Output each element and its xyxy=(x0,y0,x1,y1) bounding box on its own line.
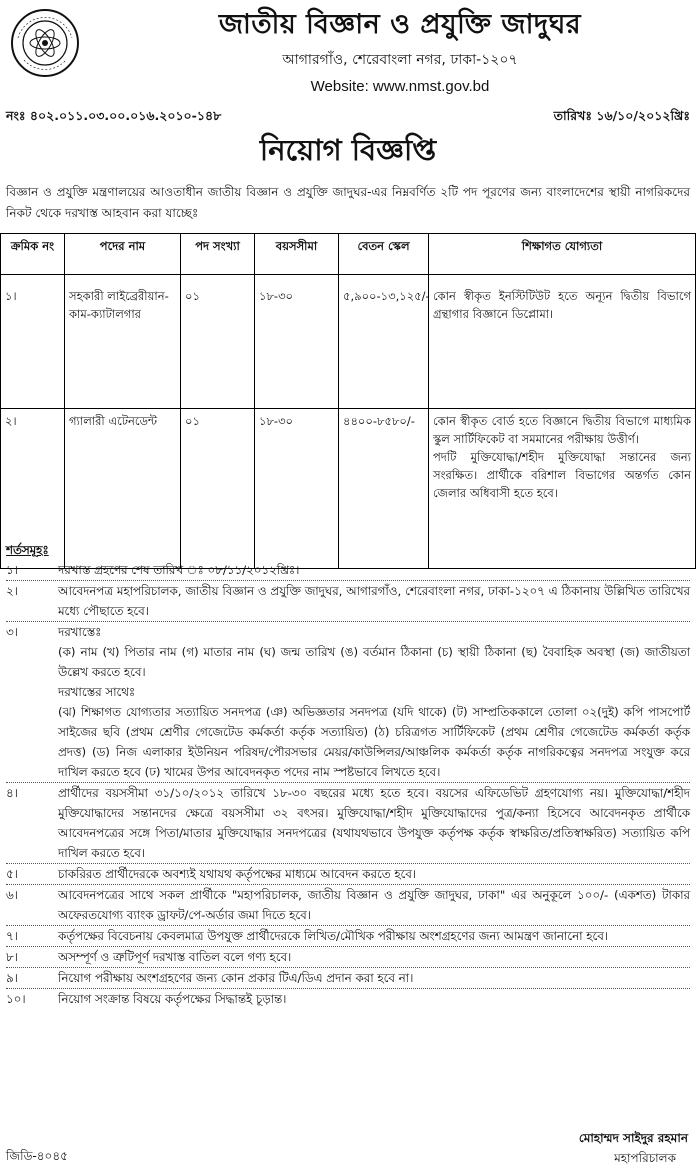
row-count: ০১ xyxy=(181,275,255,409)
col-serial: ক্রমিক নং xyxy=(1,234,65,275)
qualification-note: পদটি মুক্তিযোদ্ধা/শহীদ মুক্তিযোদ্ধা সন্তানের জন্য সংরক্ষিত। প্রার্থীকে বরিশাল বিভাগের অন্তর্গত কোন জেলার অধিবাসী হতে হবে। xyxy=(433,450,691,500)
condition-text: চাকরিরত প্রার্থীদেরকে অবশ্যই যথাযথ কর্তৃপক্ষের মাধ্যমে আবেদন করতে হবে। xyxy=(58,867,417,881)
memo-number: নংঃ ৪০২.০১১.০৩.০০.০১৬.২০১০-১৪৮ xyxy=(6,108,222,123)
condition-item xyxy=(6,560,690,580)
condition-text: অসম্পূর্ণ ও ত্রুটিপূর্ণ দরখাস্ত বাতিল বলে গণ্য হবে। xyxy=(58,950,292,964)
header xyxy=(0,0,696,100)
vacancy-table xyxy=(0,233,696,569)
row-scale: ৪৪০০-৮৫৮০/- xyxy=(339,409,429,569)
condition-number: ৫। xyxy=(6,867,18,881)
condition-number: ৬। xyxy=(6,888,18,902)
condition-text: কর্তৃপক্ষের বিবেচনায় কেবলমাত্র উপযুক্ত প্রার্থীদেরকে লিখিত/মৌখিক পরীক্ষায় অংশগ্রহণের জন্য আমন্ত্রণ জানানো হবে। xyxy=(58,929,609,943)
row-age: ১৮-৩০ xyxy=(255,275,339,409)
condition-text: দরখাস্তেঃ xyxy=(58,625,102,639)
memo-date: তারিখঃ ১৬/১০/২০১২খ্রিঃ xyxy=(553,108,690,123)
footer xyxy=(6,1128,690,1166)
row-scale: ৫,৯০০-১৩,১২৫/- xyxy=(339,275,429,409)
row-post: গ্যালারী এটেনডেন্ট xyxy=(65,409,181,569)
condition-item xyxy=(6,926,690,946)
row-serial: ১। xyxy=(1,275,65,409)
col-qualification: শিক্ষাগত যোগ্যতা xyxy=(429,234,696,275)
row-serial: ২। xyxy=(1,409,65,569)
table-header-row xyxy=(1,234,696,275)
condition-number: ১০। xyxy=(6,992,26,1006)
condition-item xyxy=(6,947,690,967)
condition-item xyxy=(6,622,690,782)
qualification-text: কোন স্বীকৃত বোর্ড হতে বিজ্ঞানে দ্বিতীয় বিভাগে মাধ্যমিক স্কুল সার্টিফিকেট বা সমমানের পরীক্ষায় উত্তীর্ণ। xyxy=(433,414,691,446)
signer-designation: মহাপরিচালক xyxy=(614,1151,676,1165)
intro-paragraph: বিজ্ঞান ও প্রযুক্তি মন্ত্রণালয়ের আওতাধীন জাতীয় বিজ্ঞান ও প্রযুক্তি জাদুঘর-এর নিম্নবর্ণিত ২টি পদ পূরণের জন্য বাংলাদেশের স্থায়ী নাগরিকদের নিকট থেকে দরখাস্ত আহবান করা যাচ্ছেঃ xyxy=(6,185,690,220)
condition-text: আবেদনপত্র মহাপরিচালক, জাতীয় বিজ্ঞান ও প্রযুক্তি জাদুঘর, আগারগাঁও, শেরেবাংলা নগর, ঢাকা-১২০৭ এ ঠিকানায় উল্লিখিত তারিখের মধ্যে পৌছাতে হবে। xyxy=(58,584,690,618)
museum-seal-logo xyxy=(10,8,80,78)
condition-text: দরখাস্ত গ্রহণের শেষ তারিখ ঃ ০৮/১১/২০১২খ্রিঃ। xyxy=(58,563,300,577)
condition-text: নিয়োগ পরীক্ষায় অংশগ্রহণের জন্য কোন প্রকার টিএ/ডিএ প্রদান করা হবে না। xyxy=(58,971,414,985)
condition-text: নিয়োগ সংক্রান্ত বিষয়ে কর্তৃপক্ষের সিদ্ধান্তই চূড়ান্ত। xyxy=(58,992,287,1006)
reference-line xyxy=(6,108,690,126)
condition-item xyxy=(6,989,690,1009)
notice-title: নিয়োগ বিজ্ঞপ্তি xyxy=(259,133,437,167)
condition-item xyxy=(6,581,690,621)
attachments-label: দরখাস্তের সাথেঃ xyxy=(58,685,136,699)
condition-item xyxy=(6,968,690,988)
conditions-section xyxy=(6,540,690,1009)
condition-number: ৭। xyxy=(6,929,18,943)
col-scale: বেতন স্কেল xyxy=(339,234,429,275)
row-age: ১৮-৩০ xyxy=(255,409,339,569)
table-row xyxy=(1,275,696,409)
gd-code: জিডি-৪০৪৫ xyxy=(6,1149,68,1163)
condition-number: ৮। xyxy=(6,950,18,964)
col-age: বয়সসীমা xyxy=(255,234,339,275)
conditions-heading: শর্তসমূহঃ xyxy=(6,543,49,557)
signer-name: মোহাম্মদ সাইদুর রহমান xyxy=(578,1131,688,1145)
row-count: ০১ xyxy=(181,409,255,569)
condition-number: ৩। xyxy=(6,625,18,639)
condition-text: আবেদনপত্রের সাথে সকল প্রার্থীকে "মহাপরিচালক, জাতীয় বিজ্ঞান ও প্রযুক্তি জাদুঘর, ঢাকা" এর অনুকূলে ১০০/- (একশত) টাকার অফেরতযোগ্য ব্যাংক ড্রাফট/পে-অর্ডার জমা দিতে হবে। xyxy=(58,888,690,922)
museum-title: জাতীয় বিজ্ঞান ও প্রযুক্তি জাদুঘর xyxy=(218,9,582,40)
condition-number: ২। xyxy=(6,584,18,598)
col-count: পদ সংখ্যা xyxy=(181,234,255,275)
condition-number: ৯। xyxy=(6,971,18,985)
condition-item xyxy=(6,864,690,884)
condition-item xyxy=(6,783,690,863)
attachments-list: (ঝ) শিক্ষাগত যোগ্যতার সত্যায়িত সনদপত্র (ঞ) অভিজ্ঞতার সনদপত্র (যদি থাকে) (ট) সাম্প্রতিককালে তোলা ০২(দুই) কপি পাসপোর্ট সাইজের ছবি (প্রথম শ্রেণীর গেজেটেড কর্মকর্তা কর্তৃক সত্যায়িত) (ঠ) চরিত্রগত সার্টিফিকেট (প্রথম শ্রেণীর গেজেটেড কর্মকর্তা কর্তৃক প্রদত্ত) (ড) নিজ এলাকার ইউনিয়ন পরিষদ/পৌরসভার মেয়র/কাউন্সিলর/আঞ্চলিক কর্মকর্তা কর্তৃক নাগরিকত্বের সনদপত্র সংযুক্ত করে দাখিল করতে হবে (ঢ) খামের উপর আবেদনকৃত পদের নাম স্পষ্টভাবে লিখতে হবে। xyxy=(58,705,690,779)
museum-website[interactable]: Website: www.nmst.gov.bd xyxy=(310,78,490,95)
condition-text: প্রার্থীদের বয়সসীমা ৩১/১০/২০১২ তারিখে ১৮-৩০ বছরের মধ্যে হতে হবে। বয়সের এফিডেভিট গ্রহণযোগ্য নয়। মুক্তিযোদ্ধা/শহীদ মুক্তিযোদ্ধাদের সন্তানদের ক্ষেত্রে বয়সসীমা ৩২ বৎসর। মুক্তিযোদ্ধা/শহীদ মুক্তিযোদ্ধাদের পুত্র/কন্যা হিসেবে আবেদনকৃত প্রার্থীকে আবেদনপত্রের সঙ্গে পিতা/মাতার মুক্তিযোদ্ধার সনদপত্রের (যথাযথভাবে উপযুক্ত কর্তৃপক্ষ কর্তৃক স্বাক্ষরিত/প্রতিস্বাক্ষরিত) সত্যায়িত কপি দাখিল করতে হবে। xyxy=(58,786,690,860)
condition-number: ১। xyxy=(6,563,18,577)
row-post: সহকারী লাইব্রেরীয়ান-কাম-ক্যাটালগার xyxy=(65,275,181,409)
condition-number: ৪। xyxy=(6,786,18,800)
application-fields: (ক) নাম (খ) পিতার নাম (গ) মাতার নাম (ঘ) জন্ম তারিখ (ঙ) বর্তমান ঠিকানা (চ) স্থায়ী ঠিকানা (ছ) বৈবাহিক অবস্থা (জ) জাতীয়তা উল্লেখ করতে হবে। xyxy=(58,645,690,679)
qualification-text: কোন স্বীকৃত ইনস্টিটিউট হতে অন্যূন দ্বিতীয় বিভাগে গ্রন্থাগার বিজ্ঞানে ডিপ্লোমা। xyxy=(433,289,691,321)
condition-item xyxy=(6,885,690,925)
col-post: পদের নাম xyxy=(65,234,181,275)
museum-address: আগারগাঁও, শেরেবাংলা নগর, ঢাকা-১২০৭ xyxy=(282,52,518,68)
row-qualification xyxy=(429,275,696,409)
